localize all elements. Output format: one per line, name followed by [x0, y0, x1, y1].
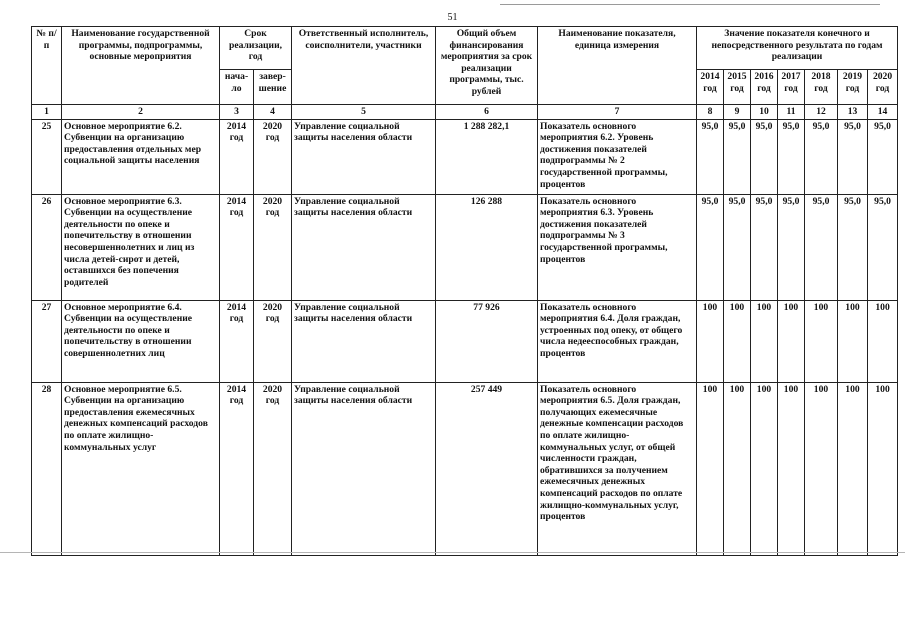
- table-row: [32, 300, 898, 382]
- column-number-row: [32, 105, 898, 120]
- header-indicator: Наименование показателя, единица измерения: [538, 27, 697, 105]
- column-number: 5: [292, 105, 436, 120]
- indicator: Показатель основного мероприятия 6.4. Доля граждан, устроенных под опеку, от общего числа недееспособных граждан, процентов: [538, 300, 697, 382]
- row-number: 28: [32, 382, 62, 555]
- funding-volume: 1 288 282,1: [436, 119, 538, 194]
- value-2015: 100: [724, 382, 751, 555]
- executor: Управление социальной защиты населения области: [292, 300, 436, 382]
- value-2019: 95,0: [838, 119, 868, 194]
- value-2018: 95,0: [805, 119, 838, 194]
- row-number: 27: [32, 300, 62, 382]
- column-number: 10: [751, 105, 778, 120]
- column-number: 12: [805, 105, 838, 120]
- bottom-scan-line: [0, 552, 905, 553]
- header-start: нача-ло: [220, 70, 254, 105]
- executor: Управление социальной защиты населения области: [292, 382, 436, 555]
- header-name: Наименование государственной программы, подпрограммы, основные мероприятия: [62, 27, 220, 105]
- value-2016: 95,0: [751, 194, 778, 300]
- value-2020: 95,0: [868, 194, 898, 300]
- value-2020: 95,0: [868, 119, 898, 194]
- column-number: 14: [868, 105, 898, 120]
- header-end: завер-шение: [254, 70, 292, 105]
- header-num: № п/п: [32, 27, 62, 105]
- header-period: Срок реализации, год: [220, 27, 292, 70]
- table-row: [32, 119, 898, 194]
- activity-name: Основное мероприятие 6.5. Субвенции на организацию предоставления ежемесячных денежных компенсаций расходов по оплате жилищно-коммунальных услуг: [62, 382, 220, 555]
- value-2018: 100: [805, 300, 838, 382]
- activity-name: Основное мероприятие 6.3. Субвенции на осуществление деятельности по опеке и попечительству в отношении несовершеннолетних и лиц из числа детей-сирот и детей, оставшихся без попечения родителей: [62, 194, 220, 300]
- header-row-1: [32, 27, 898, 70]
- value-2014: 95,0: [697, 194, 724, 300]
- start-year: 2014 год: [220, 119, 254, 194]
- column-number: 9: [724, 105, 751, 120]
- value-2017: 100: [778, 300, 805, 382]
- row-number: 26: [32, 194, 62, 300]
- top-scan-line: [500, 4, 880, 5]
- value-2017: 100: [778, 382, 805, 555]
- column-number: 4: [254, 105, 292, 120]
- indicator: Показатель основного мероприятия 6.5. Доля граждан, получающих ежемесячные денежные компенсации расходов по оплате жилищно-коммунальных услуг, от общей численности граждан, обратившихся за получением ежемесячных денежных компенсаций расходов по оплате жилищно-коммунальных услуг, процентов: [538, 382, 697, 555]
- value-2015: 95,0: [724, 119, 751, 194]
- value-2020: 100: [868, 300, 898, 382]
- row-number: 25: [32, 119, 62, 194]
- column-number: 8: [697, 105, 724, 120]
- value-2017: 95,0: [778, 194, 805, 300]
- end-year: 2020 год: [254, 119, 292, 194]
- value-2016: 100: [751, 300, 778, 382]
- executor: Управление социальной защиты населения области: [292, 119, 436, 194]
- value-2014: 100: [697, 382, 724, 555]
- table-row: [32, 194, 898, 300]
- end-year: 2020 год: [254, 194, 292, 300]
- value-2018: 100: [805, 382, 838, 555]
- column-number: 11: [778, 105, 805, 120]
- value-2018: 95,0: [805, 194, 838, 300]
- header-volume: Общий объем финансирования мероприятия за срок реализации программы, тыс. рублей: [436, 27, 538, 105]
- column-number: 3: [220, 105, 254, 120]
- value-2014: 100: [697, 300, 724, 382]
- value-2016: 95,0: [751, 119, 778, 194]
- header-year-2014: 2014 год: [697, 70, 724, 105]
- value-2019: 100: [838, 382, 868, 555]
- value-2015: 95,0: [724, 194, 751, 300]
- column-number: 7: [538, 105, 697, 120]
- start-year: 2014 год: [220, 382, 254, 555]
- end-year: 2020 год: [254, 382, 292, 555]
- end-year: 2020 год: [254, 300, 292, 382]
- column-number: 6: [436, 105, 538, 120]
- activity-name: Основное мероприятие 6.2. Субвенции на организацию предоставления отдельных мер социальной защиты населения: [62, 119, 220, 194]
- value-2019: 100: [838, 300, 868, 382]
- start-year: 2014 год: [220, 194, 254, 300]
- executor: Управление социальной защиты населения области: [292, 194, 436, 300]
- value-2019: 95,0: [838, 194, 868, 300]
- funding-volume: 257 449: [436, 382, 538, 555]
- funding-volume: 126 288: [436, 194, 538, 300]
- header-year-2015: 2015 год: [724, 70, 751, 105]
- page-number: 51: [447, 12, 458, 23]
- program-table: [31, 26, 898, 556]
- table-row: [32, 382, 898, 555]
- column-number: 13: [838, 105, 868, 120]
- header-executor: Ответственный исполнитель, соисполнители, участники: [292, 27, 436, 105]
- header-year-2020: 2020 год: [868, 70, 898, 105]
- header-year-2019: 2019 год: [838, 70, 868, 105]
- value-2015: 100: [724, 300, 751, 382]
- value-2014: 95,0: [697, 119, 724, 194]
- value-2016: 100: [751, 382, 778, 555]
- column-number: 1: [32, 105, 62, 120]
- header-values: Значение показателя конечного и непосредственного результата по годам реализации: [697, 27, 898, 70]
- header-year-2016: 2016 год: [751, 70, 778, 105]
- start-year: 2014 год: [220, 300, 254, 382]
- funding-volume: 77 926: [436, 300, 538, 382]
- value-2017: 95,0: [778, 119, 805, 194]
- indicator: Показатель основного мероприятия 6.3. Уровень достижения показателей подпрограммы № 3 государственной программы, процентов: [538, 194, 697, 300]
- column-number: 2: [62, 105, 220, 120]
- value-2020: 100: [868, 382, 898, 555]
- activity-name: Основное мероприятие 6.4. Субвенции на осуществление деятельности по опеке и попечительству в отношении совершеннолетних лиц: [62, 300, 220, 382]
- header-year-2017: 2017 год: [778, 70, 805, 105]
- indicator: Показатель основного мероприятия 6.2. Уровень достижения показателей подпрограммы № 2 государственной программы, процентов: [538, 119, 697, 194]
- header-year-2018: 2018 год: [805, 70, 838, 105]
